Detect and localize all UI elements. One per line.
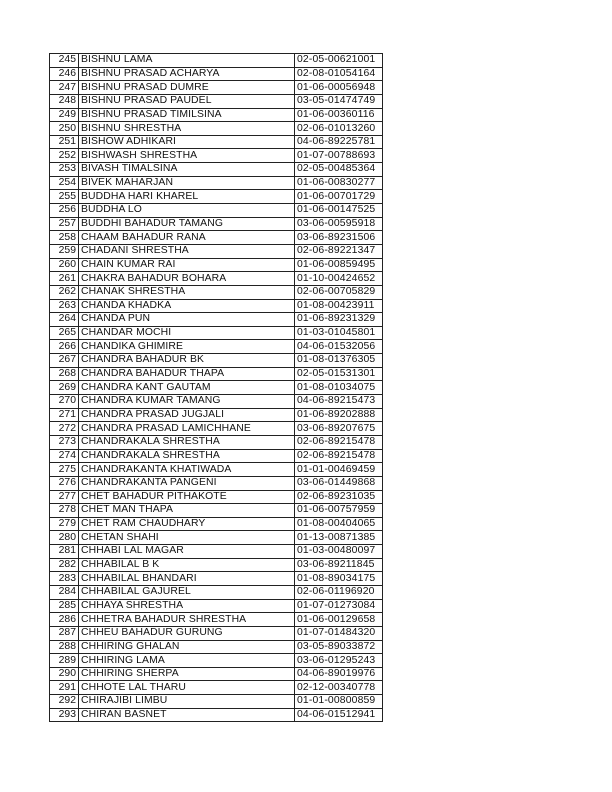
person-name-cell: CHET MAN THAPA xyxy=(79,504,295,518)
table-row xyxy=(50,558,383,572)
serial-number-cell: 266 xyxy=(50,340,79,354)
serial-number-cell: 282 xyxy=(50,558,79,572)
serial-number-cell: 275 xyxy=(50,463,79,477)
serial-number-cell: 253 xyxy=(50,163,79,177)
person-name-cell: CHANDIKA GHIMIRE xyxy=(79,340,295,354)
id-number-cell: 01-07-01484320 xyxy=(295,626,383,640)
table-row xyxy=(50,217,383,231)
id-number-cell: 04-06-89225781 xyxy=(295,135,383,149)
serial-number-cell: 263 xyxy=(50,299,79,313)
serial-number-cell: 251 xyxy=(50,135,79,149)
id-number-cell: 02-05-00485364 xyxy=(295,163,383,177)
id-number-cell: 01-06-00129658 xyxy=(295,613,383,627)
serial-number-cell: 268 xyxy=(50,367,79,381)
serial-number-cell: 257 xyxy=(50,217,79,231)
serial-number-cell: 291 xyxy=(50,681,79,695)
person-name-cell: CHANDRAKANTA KHATIWADA xyxy=(79,463,295,477)
serial-number-cell: 245 xyxy=(50,54,79,68)
serial-number-cell: 249 xyxy=(50,108,79,122)
table-row xyxy=(50,381,383,395)
person-name-cell: CHANDRA BAHADUR THAPA xyxy=(79,367,295,381)
serial-number-cell: 250 xyxy=(50,122,79,136)
table-row xyxy=(50,354,383,368)
person-name-cell: CHANDRA BAHADUR BK xyxy=(79,354,295,368)
serial-number-cell: 279 xyxy=(50,517,79,531)
serial-number-cell: 287 xyxy=(50,626,79,640)
table-row xyxy=(50,135,383,149)
table-row xyxy=(50,626,383,640)
person-name-cell: CHHETRA BAHADUR SHRESTHA xyxy=(79,613,295,627)
id-number-cell: 03-06-89211845 xyxy=(295,558,383,572)
person-name-cell: CHANDRA PRASAD LAMICHHANE xyxy=(79,422,295,436)
table-row xyxy=(50,517,383,531)
serial-number-cell: 290 xyxy=(50,667,79,681)
serial-number-cell: 259 xyxy=(50,244,79,258)
table-row xyxy=(50,299,383,313)
serial-number-cell: 256 xyxy=(50,204,79,218)
id-number-cell: 04-06-01532056 xyxy=(295,340,383,354)
id-number-cell: 03-05-89033872 xyxy=(295,640,383,654)
person-name-cell: CHANDRA PRASAD JUGJALI xyxy=(79,408,295,422)
id-number-cell: 01-01-00469459 xyxy=(295,463,383,477)
table-row xyxy=(50,667,383,681)
id-number-cell: 02-06-89215478 xyxy=(295,449,383,463)
serial-number-cell: 289 xyxy=(50,654,79,668)
table-row xyxy=(50,681,383,695)
id-number-cell: 03-05-01474749 xyxy=(295,94,383,108)
person-name-cell: BISHNU PRASAD TIMILSINA xyxy=(79,108,295,122)
serial-number-cell: 270 xyxy=(50,395,79,409)
person-name-cell: CHHEU BAHADUR GURUNG xyxy=(79,626,295,640)
serial-number-cell: 277 xyxy=(50,490,79,504)
table-row xyxy=(50,67,383,81)
id-number-cell: 04-06-01512941 xyxy=(295,708,383,722)
serial-number-cell: 247 xyxy=(50,81,79,95)
person-name-cell: BISHNU LAMA xyxy=(79,54,295,68)
table-row xyxy=(50,585,383,599)
table-row xyxy=(50,422,383,436)
table-row xyxy=(50,176,383,190)
table-row xyxy=(50,122,383,136)
serial-number-cell: 273 xyxy=(50,435,79,449)
table-row xyxy=(50,545,383,559)
person-name-cell: CHANDRAKANTA PANGENI xyxy=(79,476,295,490)
person-name-cell: CHAKRA BAHADUR BOHARA xyxy=(79,272,295,286)
person-name-cell: CHADANI SHRESTHA xyxy=(79,244,295,258)
person-name-cell: CHHABILAL B K xyxy=(79,558,295,572)
table-row xyxy=(50,340,383,354)
table-row xyxy=(50,258,383,272)
person-name-cell: CHHAYA SHRESTHA xyxy=(79,599,295,613)
id-number-cell: 03-06-01295243 xyxy=(295,654,383,668)
serial-number-cell: 269 xyxy=(50,381,79,395)
serial-number-cell: 260 xyxy=(50,258,79,272)
id-number-cell: 02-12-00340778 xyxy=(295,681,383,695)
id-number-cell: 02-05-00621001 xyxy=(295,54,383,68)
person-name-cell: CHETAN SHAHI xyxy=(79,531,295,545)
table-row xyxy=(50,244,383,258)
person-name-cell: BISHNU PRASAD DUMRE xyxy=(79,81,295,95)
person-name-cell: BISHNU SHRESTHA xyxy=(79,122,295,136)
id-number-cell: 01-06-89231329 xyxy=(295,313,383,327)
id-number-cell: 01-03-00480097 xyxy=(295,545,383,559)
id-number-cell: 04-06-89215473 xyxy=(295,395,383,409)
table-row xyxy=(50,81,383,95)
person-name-cell: BUDDHA HARI KHAREL xyxy=(79,190,295,204)
serial-number-cell: 286 xyxy=(50,613,79,627)
table-row xyxy=(50,613,383,627)
id-number-cell: 01-08-00423911 xyxy=(295,299,383,313)
serial-number-cell: 276 xyxy=(50,476,79,490)
person-name-cell: CHANDAR MOCHI xyxy=(79,326,295,340)
table-row xyxy=(50,231,383,245)
id-number-cell: 02-08-01054164 xyxy=(295,67,383,81)
table-row xyxy=(50,504,383,518)
person-name-cell: CHET BAHADUR PITHAKOTE xyxy=(79,490,295,504)
id-number-cell: 01-03-01045801 xyxy=(295,326,383,340)
id-number-cell: 01-08-89034175 xyxy=(295,572,383,586)
id-number-cell: 03-06-01449868 xyxy=(295,476,383,490)
serial-number-cell: 285 xyxy=(50,599,79,613)
id-number-cell: 02-06-01196920 xyxy=(295,585,383,599)
table-row xyxy=(50,313,383,327)
serial-number-cell: 283 xyxy=(50,572,79,586)
person-name-cell: BISHWASH SHRESTHA xyxy=(79,149,295,163)
table-row xyxy=(50,572,383,586)
id-number-cell: 01-01-00800859 xyxy=(295,695,383,709)
id-number-cell: 03-06-89207675 xyxy=(295,422,383,436)
table-row xyxy=(50,408,383,422)
id-number-cell: 01-06-00859495 xyxy=(295,258,383,272)
table-row xyxy=(50,599,383,613)
person-name-cell: BUDDHA LO xyxy=(79,204,295,218)
serial-number-cell: 292 xyxy=(50,695,79,709)
table-row xyxy=(50,463,383,477)
table-row xyxy=(50,94,383,108)
person-name-cell: BIVEK MAHARJAN xyxy=(79,176,295,190)
id-number-cell: 01-10-00424652 xyxy=(295,272,383,286)
table-row xyxy=(50,54,383,68)
table-row xyxy=(50,108,383,122)
person-name-cell: BIVASH TIMALSINA xyxy=(79,163,295,177)
person-name-cell: CHHABILAL GAJUREL xyxy=(79,585,295,599)
person-name-cell: CHANDRAKALA SHRESTHA xyxy=(79,435,295,449)
table-row xyxy=(50,190,383,204)
id-number-cell: 01-06-00830277 xyxy=(295,176,383,190)
person-name-cell: CHANDA PUN xyxy=(79,313,295,327)
serial-number-cell: 272 xyxy=(50,422,79,436)
serial-number-cell: 281 xyxy=(50,545,79,559)
person-name-cell: CHAAM BAHADUR RANA xyxy=(79,231,295,245)
id-number-cell: 01-06-00701729 xyxy=(295,190,383,204)
id-number-cell: 02-06-89215478 xyxy=(295,435,383,449)
id-number-cell: 01-06-00147525 xyxy=(295,204,383,218)
person-name-cell: BISHOW ADHIKARI xyxy=(79,135,295,149)
serial-number-cell: 274 xyxy=(50,449,79,463)
id-number-cell: 01-06-89202888 xyxy=(295,408,383,422)
person-name-cell: CHET RAM CHAUDHARY xyxy=(79,517,295,531)
id-number-cell: 01-06-00757959 xyxy=(295,504,383,518)
person-name-cell: CHHIRING LAMA xyxy=(79,654,295,668)
id-number-cell: 02-06-00705829 xyxy=(295,285,383,299)
id-number-cell: 02-06-89231035 xyxy=(295,490,383,504)
id-number-cell: 02-05-01531301 xyxy=(295,367,383,381)
table-row xyxy=(50,435,383,449)
name-list-table xyxy=(49,53,383,722)
person-name-cell: CHANDRA KANT GAUTAM xyxy=(79,381,295,395)
person-name-cell: CHHIRING SHERPA xyxy=(79,667,295,681)
person-name-cell: BUDDHI BAHADUR TAMANG xyxy=(79,217,295,231)
serial-number-cell: 288 xyxy=(50,640,79,654)
table-row xyxy=(50,640,383,654)
table-row xyxy=(50,272,383,286)
id-number-cell: 01-08-01376305 xyxy=(295,354,383,368)
id-number-cell: 02-06-01013260 xyxy=(295,122,383,136)
id-number-cell: 01-06-00056948 xyxy=(295,81,383,95)
serial-number-cell: 262 xyxy=(50,285,79,299)
name-list-body xyxy=(50,54,383,722)
person-name-cell: CHAIN KUMAR RAI xyxy=(79,258,295,272)
person-name-cell: CHHOTE LAL THARU xyxy=(79,681,295,695)
table-row xyxy=(50,285,383,299)
person-name-cell: CHANDRA KUMAR TAMANG xyxy=(79,395,295,409)
table-row xyxy=(50,476,383,490)
person-name-cell: CHIRAN BASNET xyxy=(79,708,295,722)
serial-number-cell: 278 xyxy=(50,504,79,518)
serial-number-cell: 261 xyxy=(50,272,79,286)
serial-number-cell: 254 xyxy=(50,176,79,190)
serial-number-cell: 271 xyxy=(50,408,79,422)
id-number-cell: 01-08-00404065 xyxy=(295,517,383,531)
table-row xyxy=(50,695,383,709)
table-row xyxy=(50,163,383,177)
id-number-cell: 01-08-01034075 xyxy=(295,381,383,395)
id-number-cell: 02-06-89221347 xyxy=(295,244,383,258)
person-name-cell: BISHNU PRASAD PAUDEL xyxy=(79,94,295,108)
table-row xyxy=(50,395,383,409)
id-number-cell: 01-06-00360116 xyxy=(295,108,383,122)
id-number-cell: 01-07-01273084 xyxy=(295,599,383,613)
person-name-cell: CHIRAJIBI LIMBU xyxy=(79,695,295,709)
table-row xyxy=(50,708,383,722)
table-row xyxy=(50,449,383,463)
person-name-cell: CHANDRAKALA SHRESTHA xyxy=(79,449,295,463)
table-row xyxy=(50,654,383,668)
serial-number-cell: 293 xyxy=(50,708,79,722)
id-number-cell: 01-07-00788693 xyxy=(295,149,383,163)
id-number-cell: 03-06-00595918 xyxy=(295,217,383,231)
serial-number-cell: 248 xyxy=(50,94,79,108)
person-name-cell: BISHNU PRASAD ACHARYA xyxy=(79,67,295,81)
serial-number-cell: 255 xyxy=(50,190,79,204)
person-name-cell: CHHIRING GHALAN xyxy=(79,640,295,654)
serial-number-cell: 284 xyxy=(50,585,79,599)
person-name-cell: CHHABI LAL MAGAR xyxy=(79,545,295,559)
table-row xyxy=(50,490,383,504)
table-row xyxy=(50,531,383,545)
person-name-cell: CHANAK SHRESTHA xyxy=(79,285,295,299)
serial-number-cell: 280 xyxy=(50,531,79,545)
id-number-cell: 01-13-00871385 xyxy=(295,531,383,545)
table-row xyxy=(50,204,383,218)
serial-number-cell: 265 xyxy=(50,326,79,340)
person-name-cell: CHANDA KHADKA xyxy=(79,299,295,313)
serial-number-cell: 258 xyxy=(50,231,79,245)
serial-number-cell: 246 xyxy=(50,67,79,81)
serial-number-cell: 264 xyxy=(50,313,79,327)
table-row xyxy=(50,367,383,381)
table-row xyxy=(50,326,383,340)
id-number-cell: 04-06-89019976 xyxy=(295,667,383,681)
serial-number-cell: 252 xyxy=(50,149,79,163)
table-row xyxy=(50,149,383,163)
serial-number-cell: 267 xyxy=(50,354,79,368)
person-name-cell: CHHABILAL BHANDARI xyxy=(79,572,295,586)
id-number-cell: 03-06-89231506 xyxy=(295,231,383,245)
